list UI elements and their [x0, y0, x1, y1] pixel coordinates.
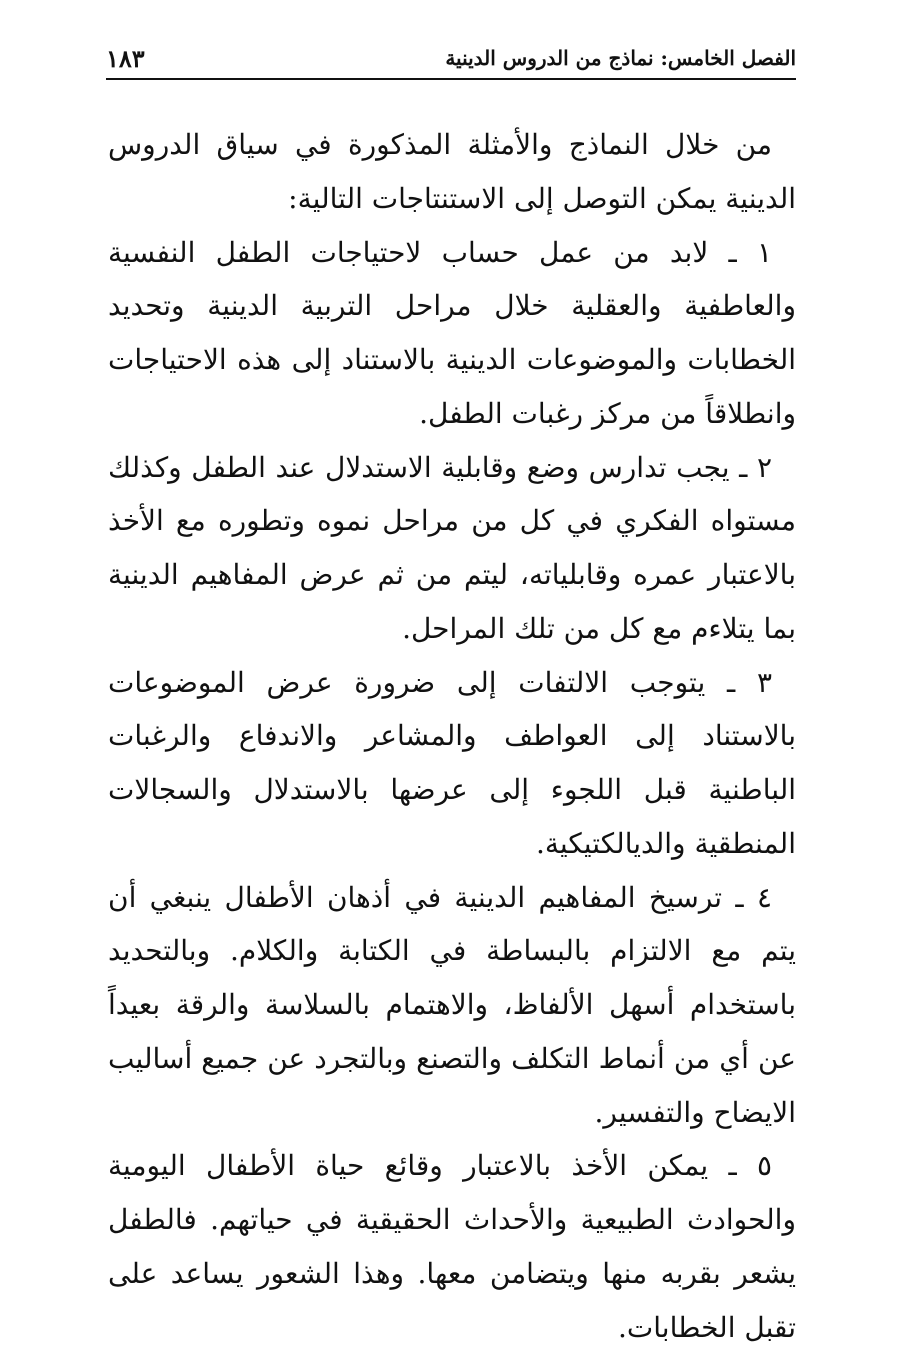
conclusion-item-5: ٥ ـ يمكن الأخذ بالاعتبار وقائع حياة الأطفال اليومية والحوادث الطبيعية والأحداث الحقيقية في حياتهم. فالطفل يشعر بقربه منها ويتضامن معها. وهذا الشعور يساعد على تقبل الخطابات. [108, 1149, 796, 1344]
conclusion-item-3: ٣ ـ يتوجب الالتفات إلى ضرورة عرض الموضوعات بالاستناد إلى العواطف والمشاعر والاندفاع والرغبات الباطنية قبل اللجوء إلى عرضها بالاستدلال والسجالات المنطقية والديالكتيكية. [108, 665, 796, 860]
conclusion-item-2: ٢ ـ يجب تدارس وضع وقابلية الاستدلال عند الطفل وكذلك مستواه الفكري في كل من مراحل نموه وتطوره مع الأخذ بالاعتبار عمره وقابلياته، ليتم من ثم عرض المفاهيم الدينية بما يتلاءم مع كل من تلك المراحل. [108, 450, 796, 645]
intro-paragraph: من خلال النماذج والأمثلة المذكورة في سياق الدروس الدينية يمكن التوصل إلى الاستنتاجات التالية: [108, 128, 796, 215]
conclusion-item-1: ١ ـ لابد من عمل حساب لاحتياجات الطفل النفسية والعاطفية والعقلية خلال مراحل التربية الدينية وتحديد الخطابات والموضوعات الدينية بالاستناد إلى هذه الاحتياجات وانطلاقاً من مركز رغبات الطفل. [108, 235, 796, 430]
page-number: ١٨٣ [106, 43, 145, 73]
chapter-title: الفصل الخامس: نماذج من الدروس الدينية [445, 46, 796, 70]
running-header [106, 38, 796, 80]
body-text [108, 118, 796, 1354]
conclusion-item-4: ٤ ـ ترسيخ المفاهيم الدينية في أذهان الأطفال ينبغي أن يتم مع الالتزام بالبساطة في الكتابة والكلام. وبالتحديد باستخدام أسهل الألفاظ، والاهتمام بالسلاسة والرقة بعيداً عن أي من أنماط التكلف والتصنع وبالتجرد عن جميع أساليب الايضاح والتفسير. [108, 880, 796, 1129]
